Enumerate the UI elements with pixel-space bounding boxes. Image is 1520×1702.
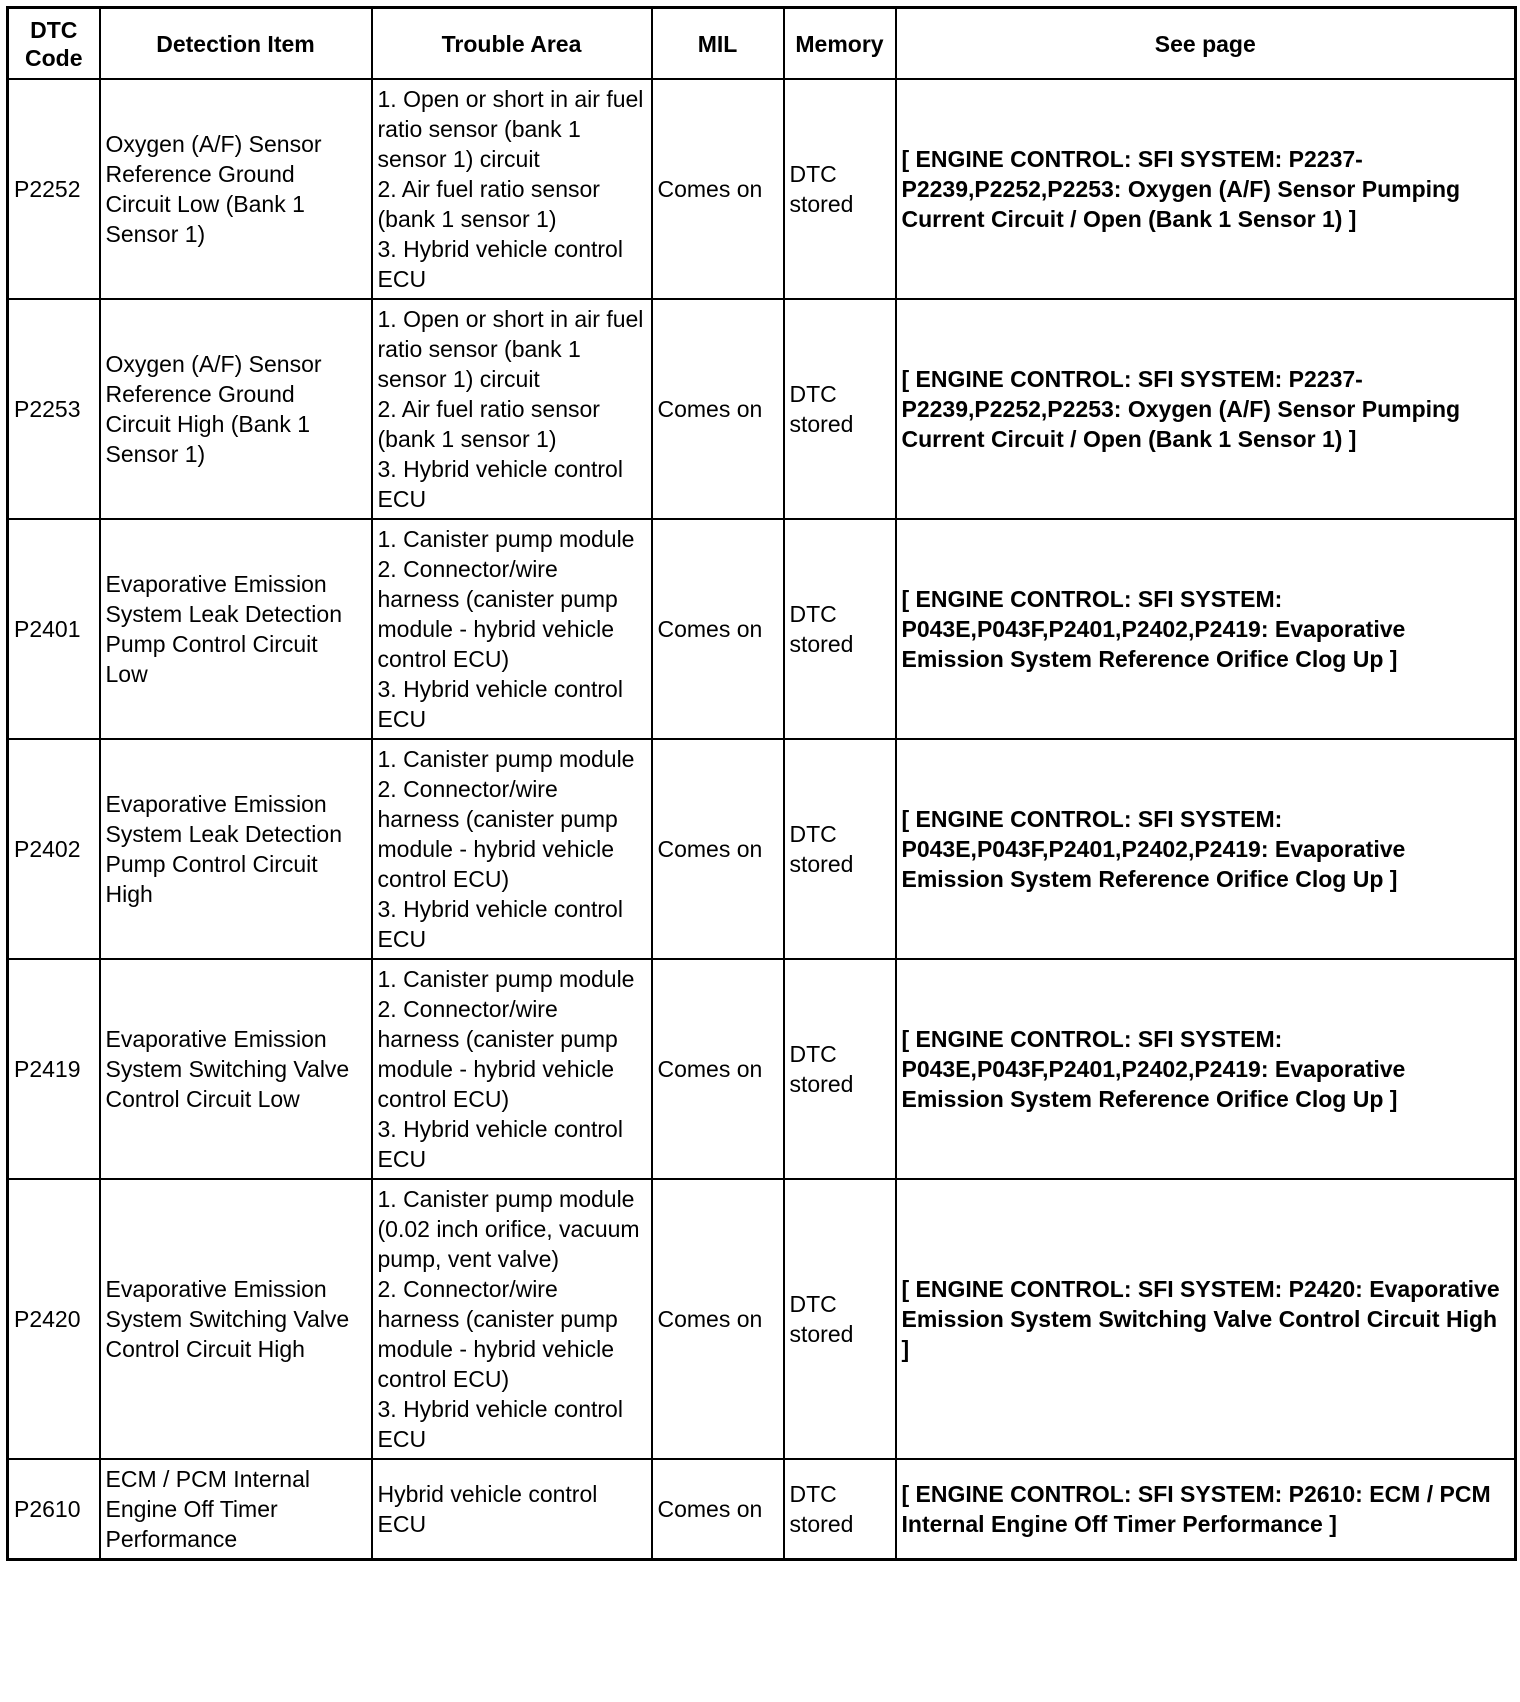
table-row (8, 519, 1516, 739)
trouble-area-item: 2. Connector/wire harness (canister pump module - hybrid vehicle control ECU) (377, 556, 618, 672)
trouble-area-cell (372, 519, 652, 739)
memory-cell: DTC stored (784, 959, 896, 1179)
dtc-code-cell: P2419 (8, 959, 100, 1179)
memory-cell: DTC stored (784, 519, 896, 739)
see-page-link[interactable]: [ ENGINE CONTROL: SFI SYSTEM: P043E,P043F,P2401,P2402,P2419: Evaporative Emission System Reference Orifice Clog Up ] (896, 959, 1516, 1179)
detection-item-cell: Evaporative Emission System Leak Detection Pump Control Circuit Low (100, 519, 372, 739)
see-page-link[interactable]: [ ENGINE CONTROL: SFI SYSTEM: P2237-P2239,P2252,P2253: Oxygen (A/F) Sensor Pumping Current Circuit / Open (Bank 1 Sensor 1) ] (896, 299, 1516, 519)
detection-item-cell: Oxygen (A/F) Sensor Reference Ground Circuit Low (Bank 1 Sensor 1) (100, 79, 372, 299)
dtc-code-cell: P2402 (8, 739, 100, 959)
table-row (8, 959, 1516, 1179)
trouble-area-item: 1. Canister pump module (377, 966, 635, 992)
trouble-area-cell (372, 1179, 652, 1459)
detection-item-cell: Evaporative Emission System Switching Valve Control Circuit High (100, 1179, 372, 1459)
trouble-area-item: 2. Air fuel ratio sensor (bank 1 sensor 1) (377, 396, 600, 452)
mil-cell: Comes on (652, 739, 784, 959)
memory-cell: DTC stored (784, 299, 896, 519)
header-detection-item: Detection Item (100, 8, 372, 80)
trouble-area-item: 3. Hybrid vehicle control ECU (377, 1396, 623, 1452)
dtc-code-cell: P2401 (8, 519, 100, 739)
header-memory: Memory (784, 8, 896, 80)
see-page-link[interactable]: [ ENGINE CONTROL: SFI SYSTEM: P2420: Evaporative Emission System Switching Valve Control Circuit High ] (896, 1179, 1516, 1459)
detection-item-cell: ECM / PCM Internal Engine Off Timer Performance (100, 1459, 372, 1560)
trouble-area-item: Hybrid vehicle control ECU (377, 1481, 598, 1537)
dtc-code-cell: P2252 (8, 79, 100, 299)
mil-cell: Comes on (652, 959, 784, 1179)
memory-cell: DTC stored (784, 739, 896, 959)
dtc-code-cell: P2420 (8, 1179, 100, 1459)
see-page-link[interactable]: [ ENGINE CONTROL: SFI SYSTEM: P2237-P2239,P2252,P2253: Oxygen (A/F) Sensor Pumping Current Circuit / Open (Bank 1 Sensor 1) ] (896, 79, 1516, 299)
mil-cell: Comes on (652, 1179, 784, 1459)
table-row (8, 1459, 1516, 1560)
header-see-page: See page (896, 8, 1516, 80)
trouble-area-cell (372, 79, 652, 299)
mil-cell: Comes on (652, 519, 784, 739)
table-row (8, 299, 1516, 519)
mil-cell: Comes on (652, 1459, 784, 1560)
memory-cell: DTC stored (784, 1459, 896, 1560)
trouble-area-item: 2. Connector/wire harness (canister pump module - hybrid vehicle control ECU) (377, 1276, 618, 1392)
dtc-table (6, 6, 1517, 1561)
detection-item-cell: Evaporative Emission System Switching Valve Control Circuit Low (100, 959, 372, 1179)
header-dtc-code: DTC Code (8, 8, 100, 80)
mil-cell: Comes on (652, 299, 784, 519)
see-page-link[interactable]: [ ENGINE CONTROL: SFI SYSTEM: P2610: ECM / PCM Internal Engine Off Timer Performance ] (896, 1459, 1516, 1560)
table-row (8, 739, 1516, 959)
trouble-area-item: 1. Canister pump module (0.02 inch orifice, vacuum pump, vent valve) (377, 1186, 640, 1272)
dtc-code-cell: P2253 (8, 299, 100, 519)
header-mil: MIL (652, 8, 784, 80)
trouble-area-item: 3. Hybrid vehicle control ECU (377, 896, 623, 952)
dtc-code-cell: P2610 (8, 1459, 100, 1560)
see-page-link[interactable]: [ ENGINE CONTROL: SFI SYSTEM: P043E,P043F,P2401,P2402,P2419: Evaporative Emission System Reference Orifice Clog Up ] (896, 519, 1516, 739)
trouble-area-item: 2. Connector/wire harness (canister pump module - hybrid vehicle control ECU) (377, 996, 618, 1112)
trouble-area-item: 3. Hybrid vehicle control ECU (377, 456, 623, 512)
detection-item-cell: Evaporative Emission System Leak Detection Pump Control Circuit High (100, 739, 372, 959)
trouble-area-cell (372, 739, 652, 959)
trouble-area-item: 3. Hybrid vehicle control ECU (377, 676, 623, 732)
trouble-area-item: 2. Air fuel ratio sensor (bank 1 sensor 1) (377, 176, 600, 232)
table-header-row (8, 8, 1516, 80)
trouble-area-item: 1. Canister pump module (377, 746, 635, 772)
trouble-area-item: 1. Canister pump module (377, 526, 635, 552)
see-page-link[interactable]: [ ENGINE CONTROL: SFI SYSTEM: P043E,P043F,P2401,P2402,P2419: Evaporative Emission System Reference Orifice Clog Up ] (896, 739, 1516, 959)
trouble-area-cell (372, 959, 652, 1179)
trouble-area-cell (372, 299, 652, 519)
trouble-area-item: 1. Open or short in air fuel ratio sensor (bank 1 sensor 1) circuit (377, 86, 644, 172)
trouble-area-item: 1. Open or short in air fuel ratio sensor (bank 1 sensor 1) circuit (377, 306, 644, 392)
trouble-area-item: 3. Hybrid vehicle control ECU (377, 1116, 623, 1172)
trouble-area-item: 2. Connector/wire harness (canister pump module - hybrid vehicle control ECU) (377, 776, 618, 892)
table-row (8, 1179, 1516, 1459)
trouble-area-item: 3. Hybrid vehicle control ECU (377, 236, 623, 292)
memory-cell: DTC stored (784, 1179, 896, 1459)
table-row (8, 79, 1516, 299)
memory-cell: DTC stored (784, 79, 896, 299)
detection-item-cell: Oxygen (A/F) Sensor Reference Ground Circuit High (Bank 1 Sensor 1) (100, 299, 372, 519)
trouble-area-cell (372, 1459, 652, 1560)
mil-cell: Comes on (652, 79, 784, 299)
header-trouble-area: Trouble Area (372, 8, 652, 80)
